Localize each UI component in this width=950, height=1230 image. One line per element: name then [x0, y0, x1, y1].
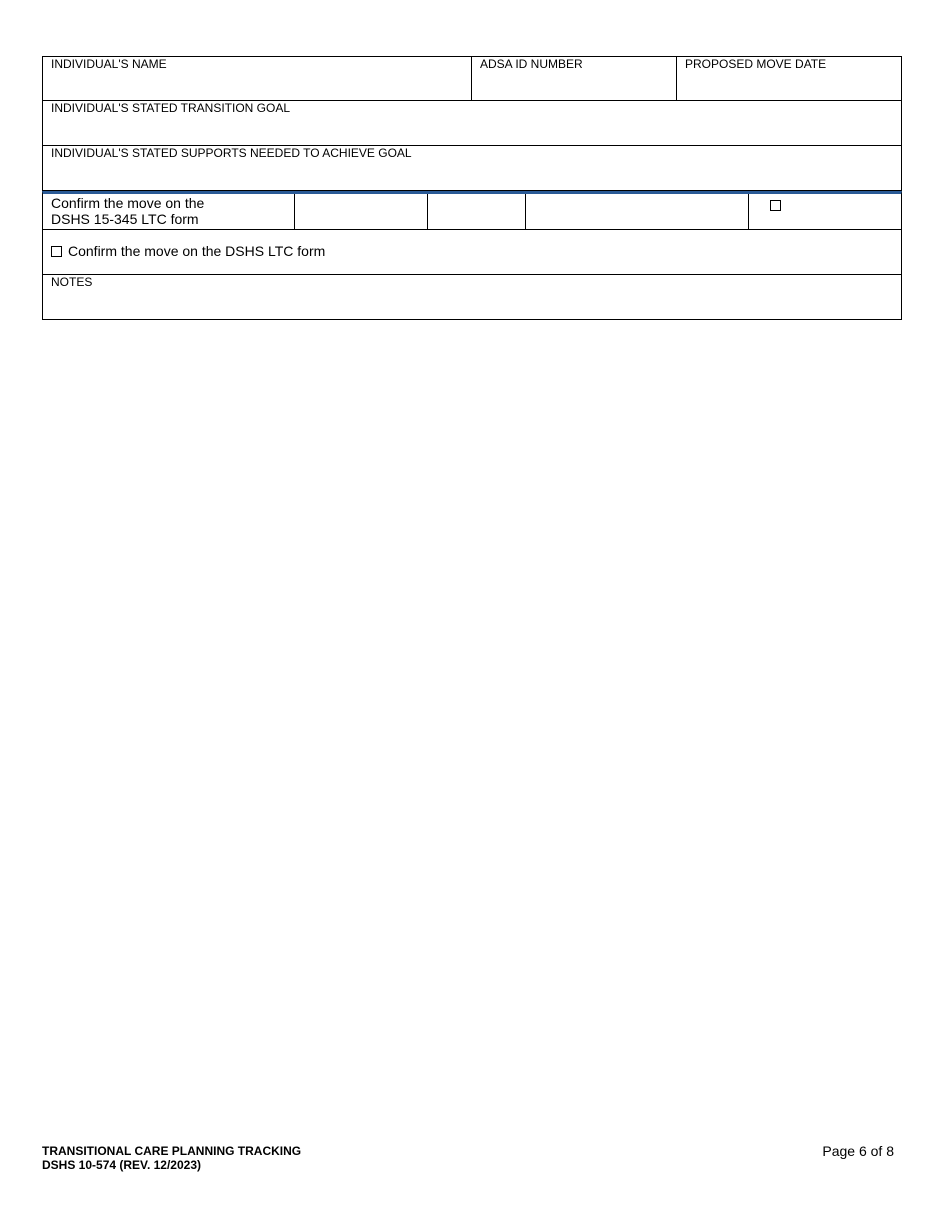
adsa-id-field[interactable] — [471, 57, 676, 100]
individual-name-field[interactable] — [43, 57, 471, 100]
transition-goal-field[interactable] — [43, 101, 901, 145]
transition-goal-row — [42, 101, 902, 146]
confirm-ltc-cell — [43, 230, 901, 274]
confirm-move-field-3[interactable] — [525, 194, 748, 229]
supports-needed-row — [42, 146, 902, 191]
notes-label: NOTES — [51, 275, 93, 289]
confirm-move-cell — [43, 194, 294, 229]
individual-name-label: INDIVIDUAL'S NAME — [51, 57, 167, 71]
confirm-move-field-1[interactable] — [294, 194, 427, 229]
supports-needed-label: INDIVIDUAL'S STATED SUPPORTS NEEDED TO ACHIEVE GOAL — [51, 146, 412, 160]
notes-row — [42, 275, 902, 320]
confirm-ltc-checkbox[interactable] — [51, 246, 62, 257]
transition-goal-label: INDIVIDUAL'S STATED TRANSITION GOAL — [51, 101, 290, 115]
supports-needed-field[interactable] — [43, 146, 901, 190]
confirm-move-line1: Confirm the move on the — [51, 195, 205, 211]
tracking-form — [42, 56, 902, 320]
notes-field[interactable] — [43, 275, 901, 319]
confirm-move-checkbox-cell — [748, 194, 901, 229]
confirm-ltc-option[interactable] — [51, 230, 893, 259]
confirm-move-line2: DSHS 15-345 LTC form — [51, 211, 199, 227]
confirm-ltc-label: Confirm the move on the DSHS LTC form — [68, 243, 326, 259]
confirm-move-field-2[interactable] — [427, 194, 525, 229]
adsa-id-label: ADSA ID NUMBER — [480, 57, 583, 71]
confirm-move-checkbox[interactable] — [770, 200, 781, 211]
footer-title: TRANSITIONAL CARE PLANNING TRACKING — [42, 1144, 302, 1158]
confirm-move-row — [42, 191, 902, 230]
footer-form-info — [42, 1144, 301, 1172]
identity-row — [42, 56, 902, 101]
footer-form-number: DSHS 10-574 (REV. 12/2023) — [42, 1158, 201, 1172]
proposed-move-date-field[interactable] — [676, 57, 901, 100]
confirm-ltc-row — [42, 230, 902, 275]
page-number: Page 6 of 8 — [822, 1143, 894, 1159]
proposed-move-date-label: PROPOSED MOVE DATE — [685, 57, 827, 71]
